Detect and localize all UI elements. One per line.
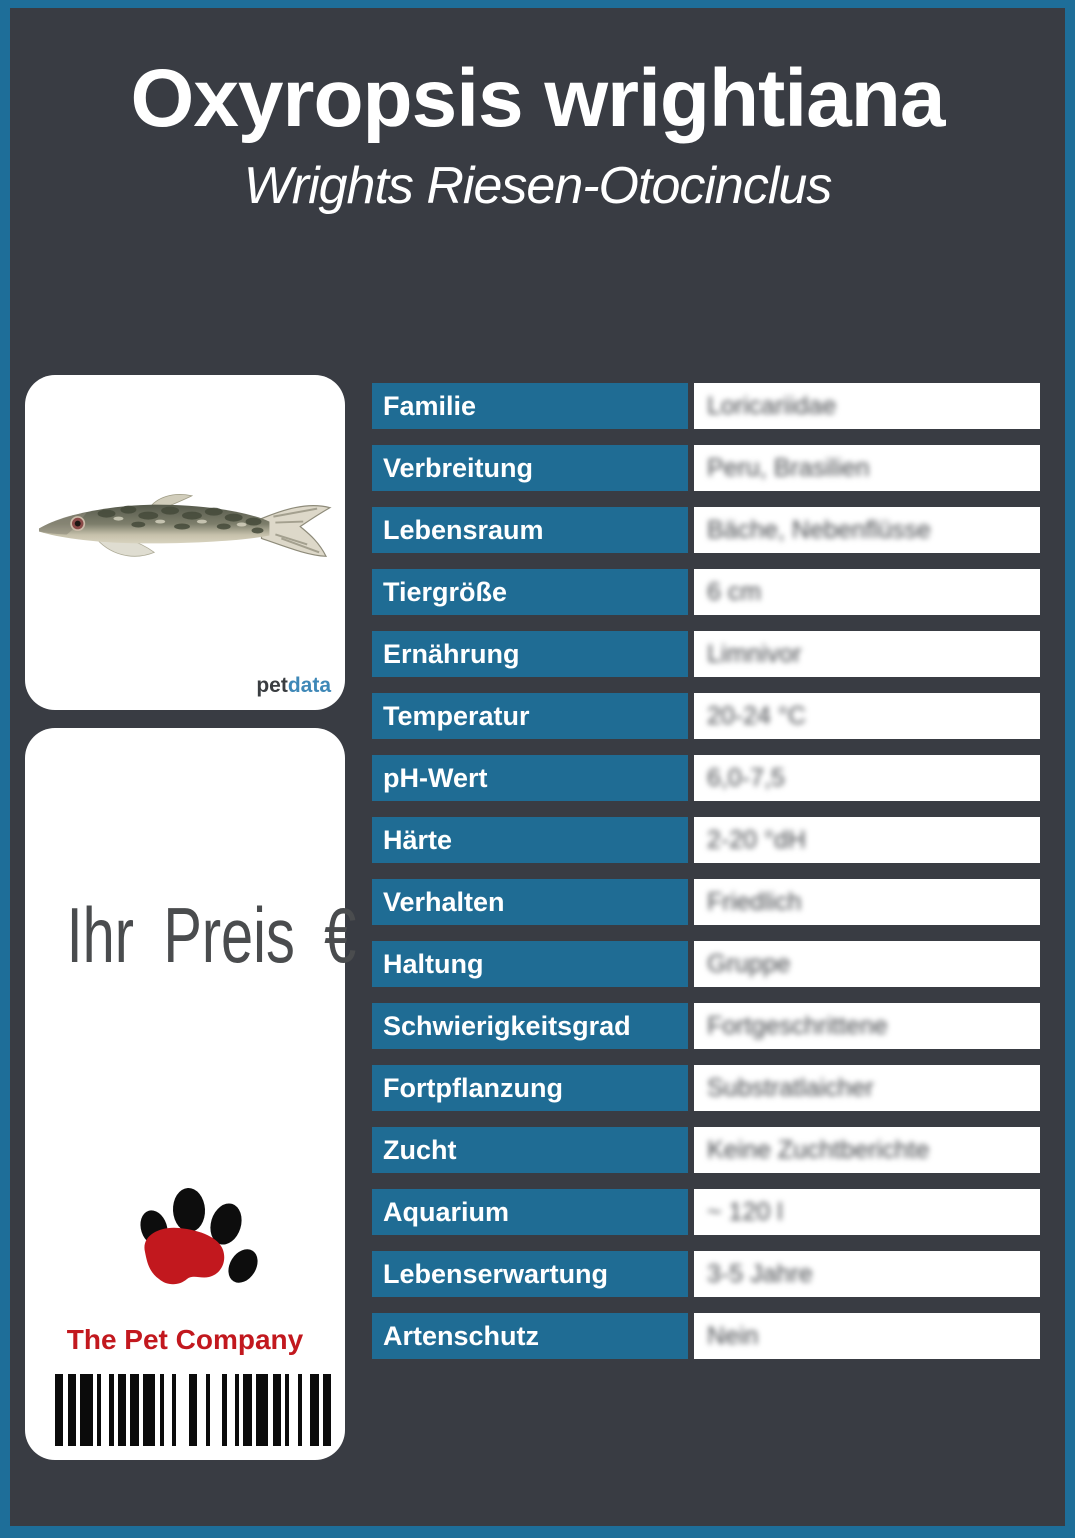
info-table: [372, 383, 1040, 1359]
table-row: [372, 1065, 1040, 1111]
row-value-cell: [694, 879, 1040, 925]
row-value: Keine Zuchtberichte: [707, 1135, 930, 1164]
row-value-cell: [694, 755, 1040, 801]
row-value-cell: [694, 693, 1040, 739]
row-value: Gruppe: [707, 949, 791, 978]
row-label: Familie: [372, 383, 688, 429]
table-row: [372, 631, 1040, 677]
row-value-cell: [694, 445, 1040, 491]
row-value: Nein: [707, 1321, 759, 1350]
row-value: 6 cm: [707, 577, 762, 606]
row-value-cell: [694, 383, 1040, 429]
row-value: 6,0-7,5: [707, 763, 785, 792]
table-row: [372, 1127, 1040, 1173]
row-value: Bäche, Nebenflüsse: [707, 515, 931, 544]
table-row: [372, 693, 1040, 739]
row-value: Fortgeschrittene: [707, 1011, 888, 1040]
company-name: The Pet Company: [66, 1324, 304, 1355]
row-value-cell: [694, 941, 1040, 987]
row-label: Schwierigkeitsgrad: [372, 1003, 688, 1049]
row-value-cell: [694, 817, 1040, 863]
row-value-cell: [694, 569, 1040, 615]
row-value: ~ 120 l: [707, 1197, 783, 1226]
row-label: Zucht: [372, 1127, 688, 1173]
table-row: [372, 1313, 1040, 1359]
petdata-logo-pet: pet: [256, 674, 288, 697]
page-title: Oxyropsis wrightiana: [130, 53, 945, 144]
row-label: Temperatur: [372, 693, 688, 739]
header: [0, 52, 1075, 216]
row-value-cell: [694, 1251, 1040, 1297]
row-label: Artenschutz: [372, 1313, 688, 1359]
table-row: [372, 755, 1040, 801]
row-value-cell: [694, 1189, 1040, 1235]
row-label: Aquarium: [372, 1189, 688, 1235]
row-value-cell: [694, 1313, 1040, 1359]
row-label: Ernährung: [372, 631, 688, 677]
table-row: [372, 817, 1040, 863]
row-value: Loricariidae: [707, 391, 837, 420]
row-value: 2-20 °dH: [707, 825, 806, 854]
row-value: 20-24 °C: [707, 701, 806, 730]
row-label: Lebensraum: [372, 507, 688, 553]
row-value-cell: [694, 1003, 1040, 1049]
row-value: Limnivor: [707, 639, 802, 668]
row-label: Lebenserwartung: [372, 1251, 688, 1297]
fish-image: [37, 487, 335, 575]
row-label: pH-Wert: [372, 755, 688, 801]
table-row: [372, 879, 1040, 925]
petdata-logo-data: data: [287, 674, 331, 697]
row-label: Verhalten: [372, 879, 688, 925]
paw-print-icon: [131, 1186, 261, 1316]
species-subtitle: Wrights Riesen-Otocinclus: [243, 157, 832, 216]
row-label: Haltung: [372, 941, 688, 987]
row-value-cell: [694, 631, 1040, 677]
table-row: [372, 445, 1040, 491]
table-row: [372, 383, 1040, 429]
row-value-cell: [694, 507, 1040, 553]
row-value: 3-5 Jahre: [707, 1259, 813, 1288]
row-label: Verbreitung: [372, 445, 688, 491]
row-value: Peru, Brasilien: [707, 453, 870, 482]
table-row: [372, 1003, 1040, 1049]
petdata-logo: [256, 674, 331, 698]
row-value: Friedlich: [707, 887, 802, 916]
row-value-cell: [694, 1127, 1040, 1173]
row-value: Substratlaicher: [707, 1073, 874, 1102]
table-row: [372, 1189, 1040, 1235]
row-label: Härte: [372, 817, 688, 863]
table-row: [372, 569, 1040, 615]
fish-photo-card: [25, 375, 345, 710]
table-row: [372, 941, 1040, 987]
price-card: [25, 728, 357, 1460]
row-label: Tiergröße: [372, 569, 688, 615]
table-row: [372, 507, 1040, 553]
row-label: Fortpflanzung: [372, 1065, 688, 1111]
barcode: [55, 1374, 331, 1446]
price-label: Ihr Preis €: [66, 891, 357, 979]
row-value-cell: [694, 1065, 1040, 1111]
table-row: [372, 1251, 1040, 1297]
